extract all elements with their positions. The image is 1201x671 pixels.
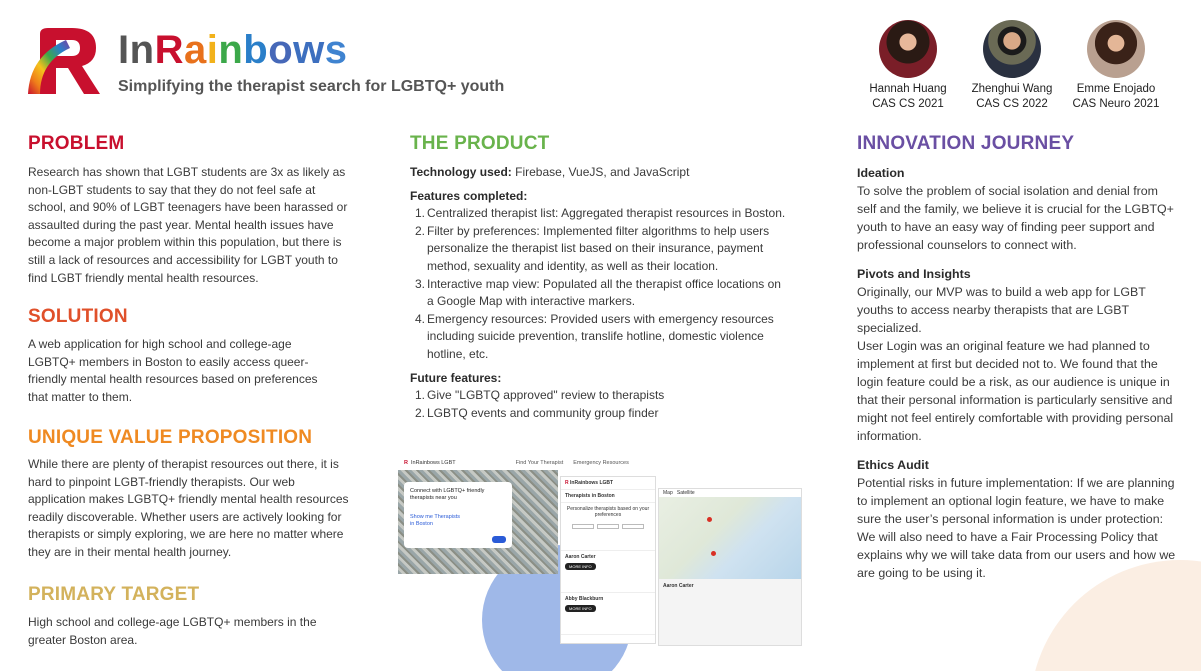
go-button[interactable] — [492, 536, 506, 543]
connect-card — [404, 482, 512, 548]
list-item: 4. Emergency resources: Provided users with emergency resources including suicide prevention, translife hotline, domestic violence hotline, etc. — [414, 311, 774, 361]
map-tab[interactable]: Map — [663, 490, 673, 496]
title-letter: w — [293, 28, 325, 72]
member-name: Emme Enojado — [1076, 83, 1156, 95]
mockup-navbar — [398, 456, 658, 470]
ideation-label: Ideation — [857, 166, 905, 180]
problem-text: Research has shown that LGBT students are 3x as likely as non-LGBT students to say that they do not feel safe at school, and 90% of LGBT teenagers have been harassed or assaulted during the past year. Mental health issues have become a major problem within this population, but there is still a lack of resources and accessibility for LGBT youth to find LGBT friendly mental health resources. — [28, 165, 348, 285]
list-item: 3. Interactive map view: Populated all the therapist office locations on a Google Map with interactive markers. — [414, 276, 781, 309]
rainbow-r-logo-icon — [26, 26, 102, 96]
avatar — [983, 20, 1041, 78]
pivots-text-1: Originally, our MVP was to build a web app for LGBT youths to access nearby therapists that are LGBT specialized. — [857, 285, 1146, 335]
title-letter: b — [243, 28, 269, 72]
show-me-line: Show me Therapists in Boston — [410, 514, 461, 527]
target-heading: PRIMARY TARGET — [28, 584, 200, 605]
more-info-button[interactable]: MORE INFO — [565, 605, 596, 612]
mockup-nav-find[interactable]: Find Your Therapist — [515, 460, 564, 466]
app-title — [118, 28, 348, 73]
more-info-button[interactable]: MORE INFO — [565, 563, 596, 570]
title-letter: R — [154, 28, 184, 72]
member-degree: CAS CS 2022 — [976, 98, 1048, 110]
uvp-heading: UNIQUE VALUE PROPOSITION — [28, 427, 313, 448]
r-logo-icon: R — [404, 460, 408, 466]
member-name: Hannah Huang — [869, 83, 947, 95]
title-letter: a — [183, 28, 207, 72]
uvp-text: While there are plenty of therapist resources out there, it is hard to pinpoint LGBT-friendly therapists. Our web application makes LGBTQ+ friendly mental health resources readily discoverable. Whether users are actively looking for therapists or simply exploring, we are here no matter where they are in their mental health journey. — [28, 457, 349, 559]
title-letter: I — [118, 28, 130, 72]
technology-label: Technology used: — [410, 165, 512, 179]
satellite-tab[interactable]: Satellite — [676, 490, 695, 496]
therapist-detail-panel: Aaron Carter — [659, 579, 802, 646]
therapist-card[interactable]: Aaron Carter MORE INFO — [561, 551, 655, 593]
mockup-map-screen — [658, 488, 802, 646]
filter-dropdowns[interactable] — [565, 524, 651, 529]
avatar — [1087, 20, 1145, 78]
member-degree: CAS Neuro 2021 — [1072, 98, 1160, 110]
preferences-filter[interactable]: Personalize therapists based on your preferences — [561, 503, 655, 551]
mockup-landing-screen — [398, 470, 558, 574]
list-item: 1. Give "LGBTQ approved" review to therapists — [414, 388, 665, 403]
solution-text: A web application for high school and college-age LGBTQ+ members in Boston to easily access queer-friendly mental health resources based on preferences that matter to them. — [28, 337, 318, 404]
title-letter: i — [206, 28, 219, 72]
ideation-text: To solve the problem of social isolation and denial from self and the family, we believe it is crucial for the LGBTQ+ youth to have an easy way of finding peer support and professional counselors to connect with. — [857, 184, 1174, 252]
pivots-text-2: User Login was an original feature we had planned to implement at first but decided not to. We found that the login feature could be a risk, as our audience is unique in that their personal information is particularly sensitive and might not feel entirely comfortable with providing personal information. — [857, 339, 1174, 443]
future-features-list — [410, 387, 790, 422]
member-name: Zhenghui Wang — [971, 83, 1053, 95]
list-item: 1. Centralized therapist list: Aggregated therapist resources in Boston. — [414, 206, 786, 221]
google-map[interactable] — [659, 497, 802, 579]
team-members — [858, 20, 1178, 120]
list-item: 2. LGBTQ events and community group finder — [414, 405, 659, 420]
journey-heading: INNOVATION JOURNEY — [857, 133, 1075, 154]
features-label: Features completed: — [410, 188, 528, 203]
target-text: High school and college-age LGBTQ+ members in the greater Boston area. — [28, 615, 317, 647]
avatar — [879, 20, 937, 78]
connect-text: Connect with LGBTQ+ friendly therapists near you — [410, 488, 485, 501]
technology-value: Firebase, VueJS, and JavaScript — [511, 165, 690, 179]
tagline: Simplifying the therapist search for LGBTQ+ youth — [118, 78, 505, 95]
solution-heading: SOLUTION — [28, 306, 128, 327]
map-tabs — [659, 489, 801, 497]
map-marker-icon[interactable] — [707, 517, 712, 522]
map-marker-icon[interactable] — [711, 551, 716, 556]
list-item: 2. Filter by preferences: Implemented filter algorithms to help users personalize the therapist list based on their insurance, payment method, sexuality and identity, as well as their location. — [414, 223, 770, 273]
title-letter: n — [218, 28, 244, 72]
product-section — [410, 164, 790, 422]
member-degree: CAS CS 2021 — [872, 98, 944, 110]
title-letter: s — [324, 28, 348, 72]
product-heading: THE PRODUCT — [410, 133, 550, 154]
technology-line — [410, 164, 790, 182]
ethics-text: Potential risks in future implementation: If we are planning to implement an optional login feature, we have to make sure the user’s personal information is under protection: We will also need to have a Fair Processing Policy that explains why we will take data from our users and how we are going to be using it. — [857, 476, 1176, 580]
title-letter: o — [268, 28, 294, 72]
features-list — [410, 205, 790, 363]
mockup-nav-emergency[interactable]: Emergency Resources — [573, 460, 629, 466]
journey-section — [857, 164, 1179, 582]
title-letter: n — [129, 28, 155, 72]
future-features-label: Future features: — [410, 370, 502, 385]
mockup-brand: InRainbows LGBT — [410, 460, 456, 466]
ethics-label: Ethics Audit — [857, 458, 929, 472]
pivots-label: Pivots and Insights — [857, 267, 971, 281]
team-member — [858, 20, 958, 112]
problem-heading: PROBLEM — [28, 133, 125, 154]
team-member — [1066, 20, 1166, 112]
mockup-list-screen — [560, 476, 656, 644]
team-member — [962, 20, 1062, 112]
mockup-list-header: R InRainbows LGBT — [561, 477, 655, 490]
therapist-card[interactable]: Abby Blackburn MORE INFO — [561, 593, 655, 635]
mockup-list-title: Therapists in Boston — [561, 490, 655, 503]
